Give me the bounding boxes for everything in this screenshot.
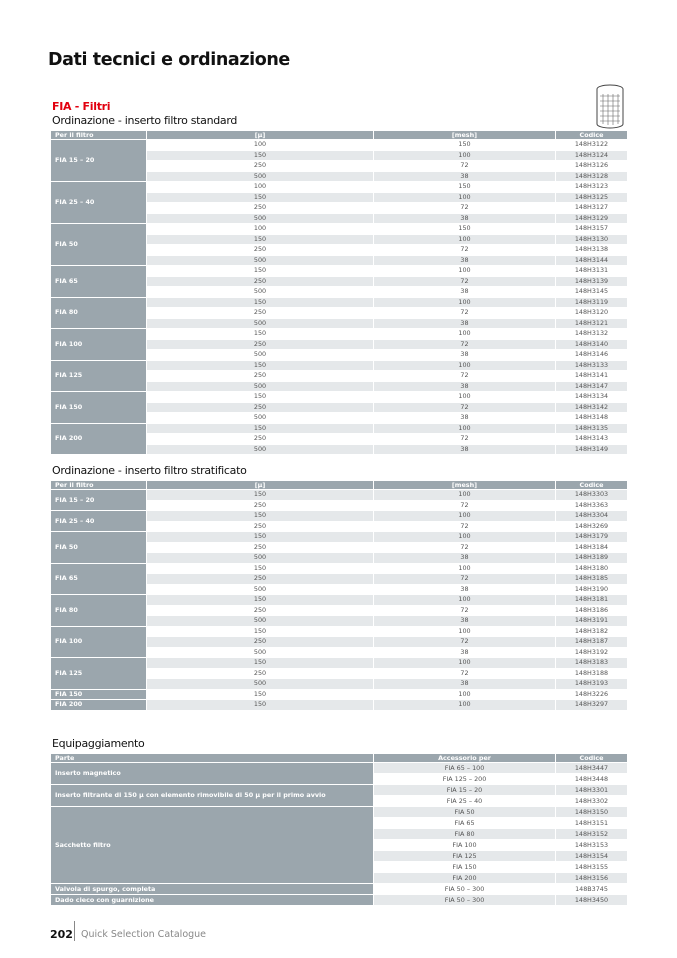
code-cell: 148H3145 <box>556 287 628 298</box>
code-cell: 148H3191 <box>556 616 628 627</box>
value-cell: 100 <box>374 360 556 371</box>
value-cell: 38 <box>374 213 556 224</box>
value-cell: 100 <box>374 234 556 245</box>
code-cell: 148H3150 <box>556 807 628 818</box>
group-label: FIA 50 <box>51 224 147 266</box>
value-cell: 72 <box>374 245 556 256</box>
value-cell: 150 <box>147 266 374 277</box>
code-cell: 148H3447 <box>556 763 628 774</box>
value-cell: 500 <box>147 647 374 658</box>
table-row <box>51 329 628 340</box>
table-row <box>51 423 628 434</box>
value-cell: 72 <box>374 500 556 511</box>
code-cell: 148H3157 <box>556 224 628 235</box>
value-cell: 38 <box>374 350 556 361</box>
group-label: FIA 80 <box>51 297 147 329</box>
group-label: Valvola di spurgo, completa <box>51 884 374 895</box>
value-cell: 100 <box>374 423 556 434</box>
value-cell: 100 <box>374 689 556 700</box>
group-label: FIA 65 <box>51 563 147 595</box>
value-cell: 38 <box>374 584 556 595</box>
column-header: [μ] <box>147 481 374 490</box>
code-cell: 148H3131 <box>556 266 628 277</box>
value-cell: 100 <box>374 700 556 711</box>
value-cell: 100 <box>374 532 556 543</box>
code-cell: 148H3297 <box>556 700 628 711</box>
value-cell: 250 <box>147 339 374 350</box>
code-cell: 148H3302 <box>556 796 628 807</box>
value-cell: 72 <box>374 542 556 553</box>
equipment-table <box>50 753 628 906</box>
value-cell: 38 <box>374 647 556 658</box>
table-row <box>51 511 628 522</box>
value-cell: 150 <box>147 700 374 711</box>
code-cell: 148H3142 <box>556 402 628 413</box>
code-cell: 148H3226 <box>556 689 628 700</box>
table-row <box>51 807 628 818</box>
value-cell: 100 <box>374 658 556 669</box>
code-cell: 148H3146 <box>556 350 628 361</box>
page-number: 202 <box>50 928 73 941</box>
value-cell: 150 <box>147 392 374 403</box>
value-cell: 38 <box>374 616 556 627</box>
value-cell: 150 <box>147 626 374 637</box>
value-cell: 72 <box>374 161 556 172</box>
value-cell: 72 <box>374 203 556 214</box>
column-header: Per il filtro <box>51 131 147 140</box>
code-cell: 148H3185 <box>556 574 628 585</box>
code-cell: 148H3156 <box>556 873 628 884</box>
code-cell: 148H3188 <box>556 668 628 679</box>
code-cell: 148H3127 <box>556 203 628 214</box>
value-cell: 38 <box>374 679 556 690</box>
code-cell: 148H3130 <box>556 234 628 245</box>
value-cell: 250 <box>147 276 374 287</box>
code-cell: 148H3304 <box>556 511 628 522</box>
code-cell: 148H3125 <box>556 192 628 203</box>
value-cell: 100 <box>374 392 556 403</box>
value-cell: 38 <box>374 553 556 564</box>
group-label: FIA 15 – 20 <box>51 140 147 182</box>
value-cell: 100 <box>374 329 556 340</box>
table-row <box>51 532 628 543</box>
group-label: FIA 100 <box>51 329 147 361</box>
table-row <box>51 595 628 606</box>
value-cell: 250 <box>147 574 374 585</box>
value-cell: 150 <box>147 423 374 434</box>
code-cell: 148H3269 <box>556 521 628 532</box>
table-row <box>51 785 628 796</box>
value-cell: 250 <box>147 542 374 553</box>
code-cell: 148H3151 <box>556 818 628 829</box>
table-header-row <box>51 754 628 763</box>
column-header: Codice <box>556 754 628 763</box>
value-cell: FIA 125 <box>374 851 556 862</box>
value-cell: 72 <box>374 605 556 616</box>
value-cell: 38 <box>374 381 556 392</box>
value-cell: 72 <box>374 574 556 585</box>
value-cell: 250 <box>147 245 374 256</box>
group-label: FIA 150 <box>51 689 147 700</box>
value-cell: 100 <box>147 224 374 235</box>
value-cell: 500 <box>147 171 374 182</box>
code-cell: 148H3189 <box>556 553 628 564</box>
code-cell: 148H3123 <box>556 182 628 193</box>
group-label: Inserto filtrante di 150 μ con elemento rimovibile di 50 μ per il primo avvio <box>51 785 374 807</box>
group-label: FIA 200 <box>51 700 147 711</box>
value-cell: 100 <box>374 192 556 203</box>
group-label: FIA 100 <box>51 626 147 658</box>
column-header: [μ] <box>147 131 374 140</box>
value-cell: 100 <box>374 511 556 522</box>
value-cell: 38 <box>374 287 556 298</box>
value-cell: 250 <box>147 500 374 511</box>
table-row <box>51 689 628 700</box>
value-cell: 150 <box>147 532 374 543</box>
code-cell: 148H3141 <box>556 371 628 382</box>
code-cell: 148H3155 <box>556 862 628 873</box>
code-cell: 148H3139 <box>556 276 628 287</box>
table-header-row <box>51 481 628 490</box>
value-cell: 150 <box>147 689 374 700</box>
code-cell: 148H3149 <box>556 444 628 455</box>
code-cell: 148H3303 <box>556 490 628 501</box>
value-cell: 150 <box>374 140 556 151</box>
value-cell: 38 <box>374 255 556 266</box>
value-cell: 100 <box>147 182 374 193</box>
value-cell: FIA 50 – 300 <box>374 884 556 895</box>
section-title: FIA - Filtri <box>52 100 111 113</box>
code-cell: 148H3124 <box>556 150 628 161</box>
column-header: [mesh] <box>374 481 556 490</box>
table-row <box>51 297 628 308</box>
value-cell: 150 <box>147 329 374 340</box>
value-cell: 150 <box>374 224 556 235</box>
code-cell: 148H3179 <box>556 532 628 543</box>
value-cell: 72 <box>374 637 556 648</box>
group-label: FIA 200 <box>51 423 147 455</box>
code-cell: 148H3143 <box>556 434 628 445</box>
value-cell: 500 <box>147 213 374 224</box>
value-cell: 500 <box>147 553 374 564</box>
code-cell: 148H3450 <box>556 895 628 906</box>
value-cell: 72 <box>374 276 556 287</box>
code-cell: 148H3192 <box>556 647 628 658</box>
value-cell: 250 <box>147 371 374 382</box>
value-cell: 500 <box>147 287 374 298</box>
code-cell: 148H3448 <box>556 774 628 785</box>
value-cell: 250 <box>147 161 374 172</box>
value-cell: 100 <box>374 150 556 161</box>
value-cell: 250 <box>147 605 374 616</box>
group-label: Inserto magnetico <box>51 763 374 785</box>
value-cell: 500 <box>147 444 374 455</box>
code-cell: 148H3132 <box>556 329 628 340</box>
table-title-layered: Ordinazione - inserto filtro stratificato <box>52 464 247 477</box>
value-cell: 250 <box>147 668 374 679</box>
value-cell: 500 <box>147 255 374 266</box>
value-cell: 100 <box>374 563 556 574</box>
group-label: Dado cieco con guarnizione <box>51 895 374 906</box>
value-cell: 72 <box>374 308 556 319</box>
value-cell: 500 <box>147 350 374 361</box>
table-row <box>51 392 628 403</box>
value-cell: FIA 150 <box>374 862 556 873</box>
table-row <box>51 563 628 574</box>
column-header: Codice <box>556 481 628 490</box>
value-cell: FIA 65 <box>374 818 556 829</box>
code-cell: 148H3138 <box>556 245 628 256</box>
code-cell: 148H3134 <box>556 392 628 403</box>
table-row <box>51 658 628 669</box>
value-cell: 150 <box>147 563 374 574</box>
code-cell: 148H3140 <box>556 339 628 350</box>
value-cell: 150 <box>147 297 374 308</box>
code-cell: 148H3133 <box>556 360 628 371</box>
table-row <box>51 360 628 371</box>
column-header: [mesh] <box>374 131 556 140</box>
code-cell: 148H3363 <box>556 500 628 511</box>
value-cell: 100 <box>374 297 556 308</box>
value-cell: 500 <box>147 584 374 595</box>
value-cell: 150 <box>147 150 374 161</box>
value-cell: 150 <box>374 182 556 193</box>
value-cell: 72 <box>374 402 556 413</box>
value-cell: 150 <box>147 511 374 522</box>
code-cell: 148H3135 <box>556 423 628 434</box>
code-cell: 148H3126 <box>556 161 628 172</box>
value-cell: 500 <box>147 413 374 424</box>
value-cell: FIA 15 – 20 <box>374 785 556 796</box>
value-cell: 100 <box>374 626 556 637</box>
group-label: FIA 65 <box>51 266 147 298</box>
code-cell: 148H3153 <box>556 840 628 851</box>
group-label: FIA 125 <box>51 658 147 690</box>
group-label: FIA 25 – 40 <box>51 182 147 224</box>
page-title: Dati tecnici e ordinazione <box>48 50 290 70</box>
group-label: FIA 25 – 40 <box>51 511 147 532</box>
code-cell: 148H3182 <box>556 626 628 637</box>
value-cell: 72 <box>374 521 556 532</box>
value-cell: 500 <box>147 616 374 627</box>
table-row <box>51 763 628 774</box>
catalogue-name: Quick Selection Catalogue <box>81 929 207 940</box>
value-cell: FIA 25 – 40 <box>374 796 556 807</box>
group-label: Sacchetto filtro <box>51 807 374 884</box>
code-cell: 148H3183 <box>556 658 628 669</box>
value-cell: 250 <box>147 521 374 532</box>
column-header: Per il filtro <box>51 481 147 490</box>
column-header: Accessorio per <box>374 754 556 763</box>
value-cell: 72 <box>374 339 556 350</box>
value-cell: 150 <box>147 360 374 371</box>
value-cell: 38 <box>374 444 556 455</box>
group-label: FIA 80 <box>51 595 147 627</box>
column-header: Parte <box>51 754 374 763</box>
code-cell: 148B3745 <box>556 884 628 895</box>
code-cell: 148H3301 <box>556 785 628 796</box>
code-cell: 148H3144 <box>556 255 628 266</box>
value-cell: 250 <box>147 308 374 319</box>
value-cell: FIA 125 – 200 <box>374 774 556 785</box>
code-cell: 148H3186 <box>556 605 628 616</box>
value-cell: 500 <box>147 381 374 392</box>
filter-insert-icon <box>594 84 626 130</box>
table-row <box>51 224 628 235</box>
value-cell: 250 <box>147 434 374 445</box>
layered-filter-table <box>50 480 628 711</box>
table-row <box>51 895 628 906</box>
value-cell: 38 <box>374 413 556 424</box>
value-cell: FIA 200 <box>374 873 556 884</box>
value-cell: FIA 100 <box>374 840 556 851</box>
table-title-standard: Ordinazione - inserto filtro standard <box>52 114 238 127</box>
value-cell: 250 <box>147 203 374 214</box>
value-cell: 250 <box>147 402 374 413</box>
value-cell: 38 <box>374 318 556 329</box>
code-cell: 148H3120 <box>556 308 628 319</box>
table-row <box>51 182 628 193</box>
code-cell: 148H3152 <box>556 829 628 840</box>
value-cell: 72 <box>374 371 556 382</box>
value-cell: 100 <box>374 595 556 606</box>
code-cell: 148H3122 <box>556 140 628 151</box>
code-cell: 148H3181 <box>556 595 628 606</box>
table-header-row <box>51 131 628 140</box>
value-cell: 150 <box>147 490 374 501</box>
value-cell: 250 <box>147 637 374 648</box>
code-cell: 148H3180 <box>556 563 628 574</box>
column-header: Codice <box>556 131 628 140</box>
group-label: FIA 50 <box>51 532 147 564</box>
value-cell: 100 <box>374 490 556 501</box>
code-cell: 148H3148 <box>556 413 628 424</box>
value-cell: FIA 65 – 100 <box>374 763 556 774</box>
value-cell: 72 <box>374 434 556 445</box>
value-cell: FIA 50 <box>374 807 556 818</box>
value-cell: 150 <box>147 658 374 669</box>
table-row <box>51 626 628 637</box>
value-cell: FIA 80 <box>374 829 556 840</box>
value-cell: 100 <box>374 266 556 277</box>
code-cell: 148H3147 <box>556 381 628 392</box>
value-cell: 150 <box>147 192 374 203</box>
code-cell: 148H3119 <box>556 297 628 308</box>
standard-filter-table <box>50 130 628 455</box>
code-cell: 148H3190 <box>556 584 628 595</box>
value-cell: 500 <box>147 318 374 329</box>
value-cell: 100 <box>147 140 374 151</box>
value-cell: 72 <box>374 668 556 679</box>
value-cell: 150 <box>147 234 374 245</box>
code-cell: 148H3184 <box>556 542 628 553</box>
table-row <box>51 490 628 501</box>
table-row <box>51 700 628 711</box>
group-label: FIA 150 <box>51 392 147 424</box>
group-label: FIA 15 – 20 <box>51 490 147 511</box>
table-title-equipment: Equipaggiamento <box>52 737 145 750</box>
code-cell: 148H3187 <box>556 637 628 648</box>
value-cell: 500 <box>147 679 374 690</box>
code-cell: 148H3154 <box>556 851 628 862</box>
value-cell: 38 <box>374 171 556 182</box>
code-cell: 148H3121 <box>556 318 628 329</box>
group-label: FIA 125 <box>51 360 147 392</box>
value-cell: 150 <box>147 595 374 606</box>
code-cell: 148H3129 <box>556 213 628 224</box>
code-cell: 148H3128 <box>556 171 628 182</box>
table-row <box>51 884 628 895</box>
code-cell: 148H3193 <box>556 679 628 690</box>
value-cell: FIA 50 – 300 <box>374 895 556 906</box>
table-row <box>51 140 628 151</box>
table-row <box>51 266 628 277</box>
footer-divider <box>74 921 75 941</box>
